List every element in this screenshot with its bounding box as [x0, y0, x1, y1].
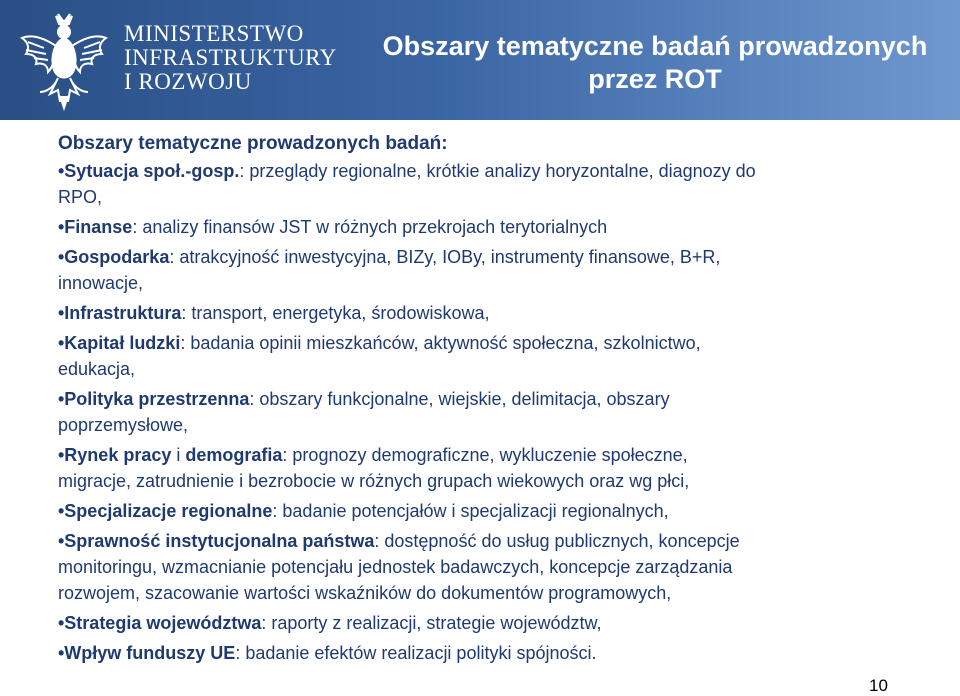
topic-term: •Specjalizacje regionalne: [58, 501, 273, 521]
topic-term-secondary: demografia: [185, 445, 283, 465]
topic-term: •Infrastruktura: [58, 303, 182, 323]
topic-item: [58, 158, 948, 210]
topic-description: : badanie potencjałów i specjalizacji regionalnych,: [272, 501, 669, 521]
topic-item: [58, 244, 948, 296]
slide-title: [360, 30, 950, 96]
content-heading: Obszary tematyczne prowadzonych badań:: [58, 133, 448, 154]
topic-term: •Kapitał ludzki: [58, 333, 181, 353]
ministry-name: [124, 22, 337, 94]
topic-item: [58, 640, 948, 666]
topic-item: [58, 214, 948, 240]
topic-connector: i: [171, 445, 186, 465]
slide-header: [0, 0, 960, 120]
topic-item: [58, 300, 948, 326]
topic-term: •Sytuacja społ.-gosp.: [58, 161, 240, 181]
topic-term: •Wpływ funduszy UE: [58, 643, 236, 663]
topic-continuation: RPO,: [58, 187, 103, 207]
topic-description: : badania opinii mieszkańców, aktywność społeczna, szkolnictwo,: [180, 333, 701, 353]
slide-content: [58, 130, 948, 666]
topic-description: : badanie efektów realizacji polityki spójności.: [235, 643, 597, 663]
topic-term: •Gospodarka: [58, 247, 170, 267]
ministry-line: I ROZWOJU: [124, 69, 252, 94]
topic-term: •Finanse: [58, 217, 133, 237]
topic-item: [58, 498, 948, 524]
slide-title-line: Obszary tematyczne badań prowadzonych: [382, 31, 928, 61]
polish-eagle-emblem-icon: [14, 8, 114, 112]
topic-continuation: edukacja,: [58, 359, 136, 379]
topic-item: [58, 610, 948, 636]
topic-continuation: innowacje,: [58, 273, 144, 293]
ministry-line: MINISTERSTWO: [124, 21, 304, 46]
topic-description: : obszary funkcjonalne, wiejskie, delimitacja, obszary: [249, 389, 670, 409]
topic-description: : transport, energetyka, środowiskowa,: [181, 303, 490, 323]
topic-description: : analizy finansów JST w różnych przekrojach terytorialnych: [132, 217, 608, 237]
topic-description: : raporty z realizacji, strategie województw,: [261, 613, 602, 633]
topic-term: •Sprawność instytucjonalna państwa: [58, 531, 375, 551]
topic-continuation: migracje, zatrudnienie i bezrobocie w różnych grupach wiekowych oraz wg płci,: [58, 471, 690, 491]
ministry-line: INFRASTRUKTURY: [124, 45, 337, 70]
topic-term: •Polityka przestrzenna: [58, 389, 250, 409]
topic-continuation: rozwojem, szacowanie wartości wskaźników do dokumentów programowych,: [58, 583, 672, 603]
topic-description: : dostępność do usług publicznych, koncepcje: [374, 531, 740, 551]
topic-item: [58, 386, 948, 438]
topic-term: •Strategia województwa: [58, 613, 262, 633]
topic-description: : prognozy demograficzne, wykluczenie społeczne,: [282, 445, 688, 465]
topic-item: [58, 528, 948, 606]
topic-item: [58, 442, 948, 494]
topic-continuation: poprzemysłowe,: [58, 415, 189, 435]
topic-description: : przeglądy regionalne, krótkie analizy horyzontalne, diagnozy do: [239, 161, 756, 181]
topic-term: •Rynek pracy: [58, 445, 172, 465]
page-number: 10: [869, 676, 888, 695]
topic-description: : atrakcyjność inwestycyjna, BIZy, IOBy, instrumenty finansowe, B+R,: [169, 247, 721, 267]
topic-item: [58, 330, 948, 382]
slide-title-line: przez ROT: [588, 64, 722, 94]
topic-continuation: monitoringu, wzmacnianie potencjału jednostek badawczych, koncepcje zarządzania: [58, 557, 733, 577]
